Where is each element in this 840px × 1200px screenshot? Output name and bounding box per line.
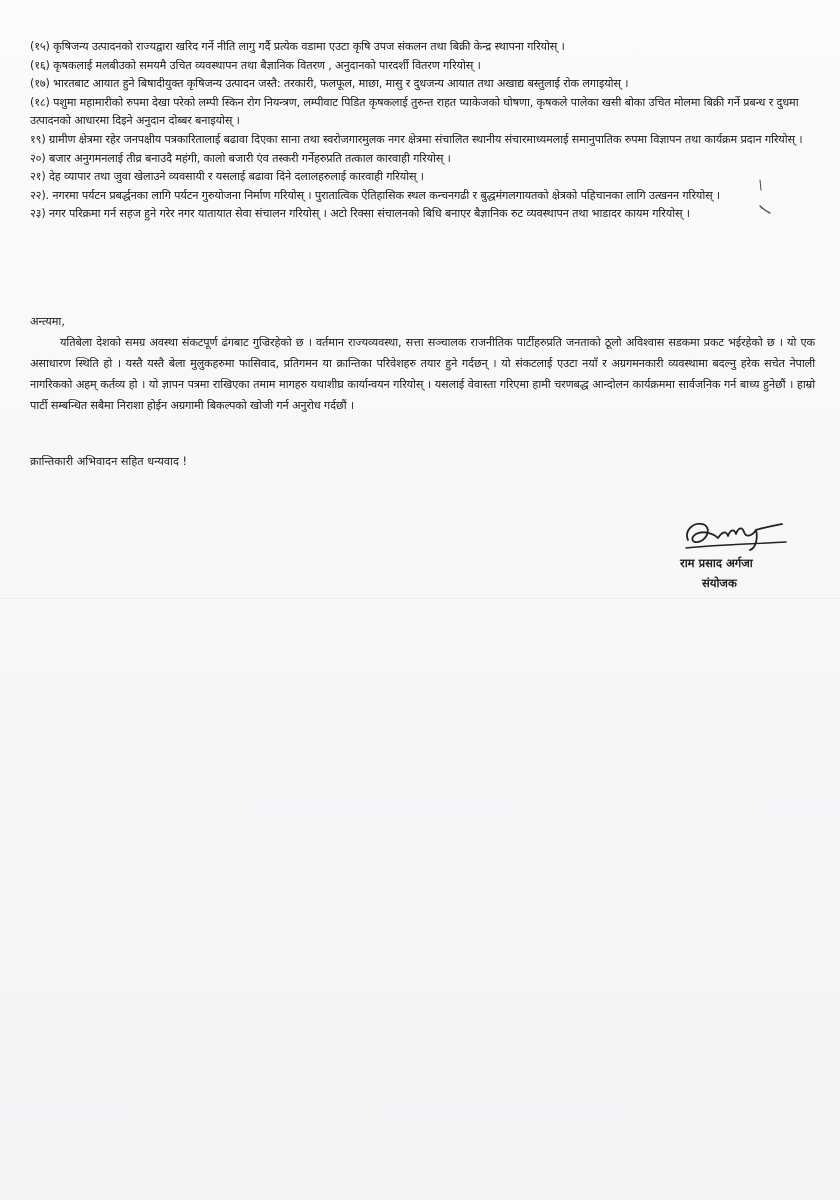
demand-item: (१५) कृषिजन्य उत्पादनको राज्यद्वारा खरिद गर्ने नीति लागु गर्दै प्रत्येक वडामा एउटा कृषि उपज संकलन तथा बिक्री केन्द्र स्थापना गरियोस् । — [30, 40, 565, 53]
stray-pen-marks — [754, 176, 794, 216]
demand-item: २०) बजार अनुगमनलाई तीव्र बनाउदै महंगी, कालो बजारी एंव तस्करी गर्नेहरुप्रति तत्काल कारवाही गरियोस् । — [30, 151, 451, 165]
handwritten-signature — [682, 514, 792, 556]
signatory-name: राम प्रसाद अर्गजा — [680, 556, 753, 570]
demand-item: २३) नगर परिक्रमा गर्न सहज हुने गरेर नगर यातायात सेवा संचालन गरियोस् । अटो रिक्सा संचालनको बिधि बनाएर बैज्ञानिक रुट व्यवस्थापन तथा भाडादर कायम गरियोस् । — [30, 207, 690, 221]
demand-item: २१) देह व्यापार तथा जुवा खेलाउने व्यवसायी र यसलाई बढावा दिने दलालहरुलाई कारवाही गरियोस् । — [30, 170, 424, 184]
signature-block — [660, 512, 810, 602]
signatory-title: संयोजक — [702, 576, 737, 590]
demand-item: १९) ग्रामीण क्षेत्रमा रहेर जनपक्षीय पत्रकारितालाई बढावा दिएका साना तथा स्वरोजगारमुलक नगर क्षेत्रमा संचालित स्थानीय संचारमाध्यमलाई समानुपातिक रुपमा विज्ञापन तथा कार्यक्रम प्रदान गरियोस् । — [30, 132, 803, 146]
demand-item: २२). नगरमा पर्यटन प्रबर्द्धनका लागि पर्यटन गुरुयोजना निर्माण गरियोस् । पुरातात्विक ऐतिहासिक स्थल कन्चनगढी र बुद्धमंगलगायतको क्षेत्रको पहिचानका लागि उत्खनन गरियोस् । — [30, 188, 721, 202]
conclusion-paragraph: यतिबेला देशको समग्र अवस्था संकटपूर्ण ढंगबाट गुज्रिरहेको छ । वर्तमान राज्यव्यवस्था, सत्ता सञ्चालक राजनीतिक पार्टीहरुप्रति जनताको ठूलो अविश्वास सडकमा प्रकट भईरहेको छ । यो एक असाधारण स्थिति हो । यस्तै यस्तै बेला मुलुकहरुमा फासिवाद, प्रतिगमन या क्रान्तिका परिवेशहरु तयार हुने गर्दछन् । यो संकटलाई एउटा नयाँ र अग्रगमनकारी व्यवस्थामा बदल्नु हरेक सचेत नेपाली नागरिकको अहम् कर्तव्य हो । यो ज्ञापन पत्रमा राखिएका तमाम मागहरु यथाशीघ्र कार्यान्वयन गरियोस् । यसलाई वेवास्ता गरिएमा हामी चरणबद्ध आन्दोलन कार्यक्रममा सार्वजनिक गर्न बाध्य हुनेछौं । हाम्रो पार्टी सम्बन्धित सबैमा निराशा होईन अग्रगामी बिकल्पको खोजी गर्न अनुरोध गर्दछौं । — [30, 336, 815, 412]
salutation: अन्त्यमा, — [30, 315, 65, 328]
demand-item: (१८) पशुमा महामारीको रुपमा देखा परेको लम्पी स्किन रोग नियन्त्रण, लम्पीवाट पिडित कृषकलाई तुरुन्त राहत प्याकेजको घोषणा, कृषकले पालेका खसी बोका उचित मोलमा बिक्री गर्ने प्रबन्ध र दुधमा उत्पादनको आधारमा दिइने अनुदान दोब्बर बनाइयोस् । — [30, 95, 799, 128]
demand-item: (१६) कृषकलाई मलबीउको समयमै उचित व्यवस्थापन तथा बैज्ञानिक वितरण , अनुदानको पारदर्शी वितरण गरियोस् । — [30, 58, 481, 72]
closing-line: क्रान्तिकारी अभिवादन सहित धन्यवाद ! — [30, 455, 187, 468]
demand-list — [30, 38, 815, 224]
demand-item: (१७) भारतबाट आयात हुने बिषादीयुक्त कृषिजन्य उत्पादन जस्तै: तरकारी, फलफूल, माछा, मासु र दुधजन्य आयात तथा अखाद्य बस्तुलाई रोक लगाइयोस् । — [30, 77, 629, 91]
conclusion-block — [30, 332, 815, 416]
